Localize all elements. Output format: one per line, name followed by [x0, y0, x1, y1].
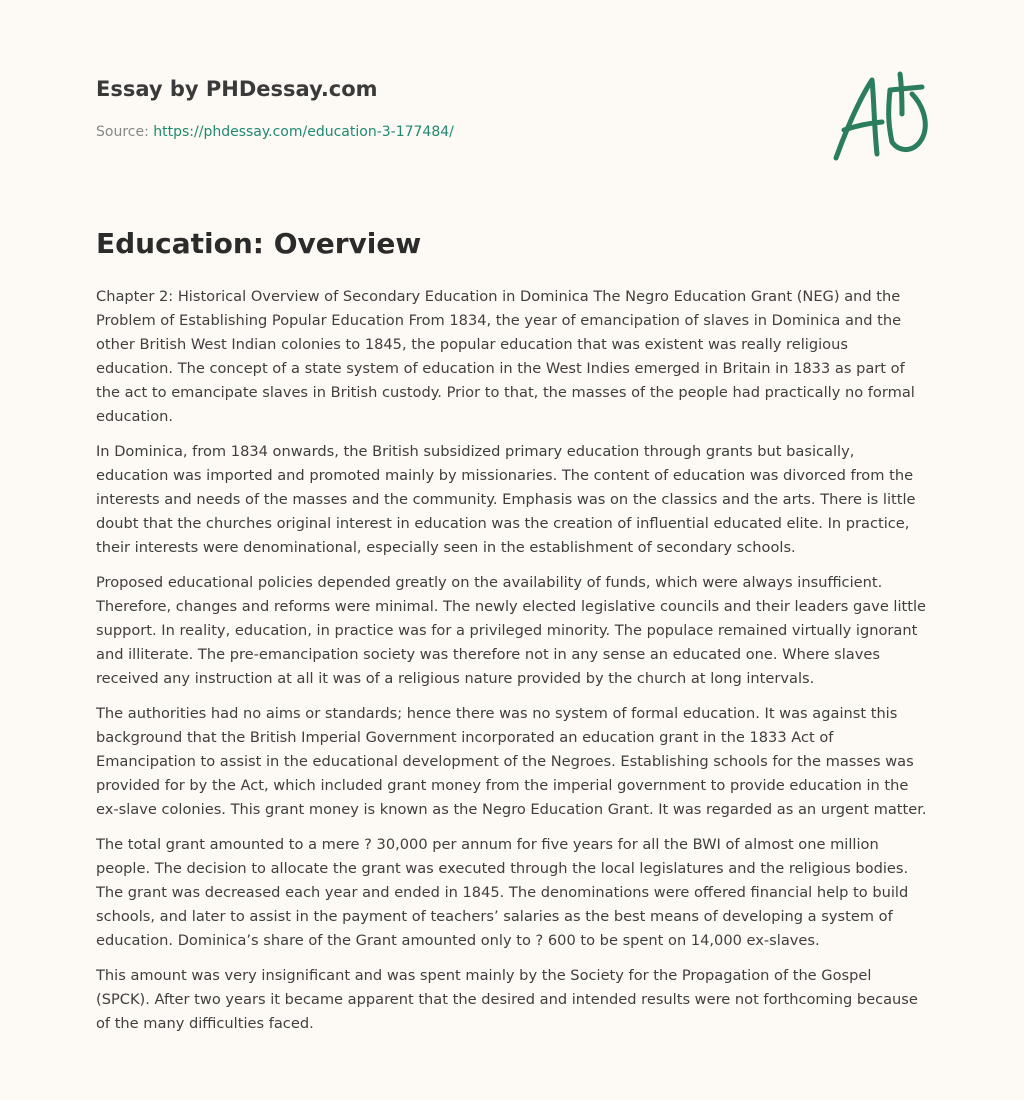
essay-paragraph: Chapter 2: Historical Overview of Secondary Education in Dominica The Negro Education Grant (NEG) and the Problem of Establishing Popular Education From 1834, the year of emancipation of slaves in Dominica and the other British West Indian colonies to 1845, the popular education that was existent was really religious education. The concept of a state system of education in the West Indies emerged in Britain in 1833 as part of the act to emancipate slaves in British custody. Prior to that, the masses of the people had practically no formal education.: [96, 288, 915, 425]
site-title: Essay by PHDessay.com: [96, 77, 378, 101]
essay-paragraph: The total grant amounted to a mere ? 30,000 per annum for five years for all the BWI of almost one million people. The decision to allocate the grant was executed through the local legislatures and the religious bodies. The grant was decreased each year and ended in 1845. The denominations were offered financial help to build schools, and later to assist in the payment of teachers’ salaries as the best means of developing a system of education. Dominica’s share of the Grant amounted only to ? 600 to be spent on 14,000 ex-slaves.: [96, 836, 909, 949]
essay-paragraph: This amount was very insignificant and was spent mainly by the Society for the Propagation of the Gospel (SPCK). After two years it became apparent that the desired and intended results were not forthcoming because of the many difficulties faced.: [96, 967, 918, 1032]
essay-paragraph: In Dominica, from 1834 onwards, the British subsidized primary education through grants but basically, education was imported and promoted mainly by missionaries. The content of education was divorced from the interests and needs of the masses and the community. Emphasis was on the classics and the arts. There is little doubt that the churches original interest in education was the creation of influential educated elite. In practice, their interests were denominational, especially seen in the establishment of secondary schools.: [96, 443, 916, 556]
essay-title: Education: Overview: [96, 227, 422, 260]
source-label: Source:: [96, 124, 154, 140]
essay-paragraph: Proposed educational policies depended greatly on the availability of funds, which were always insufficient. Therefore, changes and reforms were minimal. The newly elected legislative councils and their leaders gave little support. In reality, education, in practice was for a privileged minority. The populace remained virtually ignorant and illiterate. The pre-emancipation society was therefore not in any sense an educated one. Where slaves received any instruction at all it was of a religious nature provided by the church at long intervals.: [96, 574, 927, 687]
source-line: [96, 124, 454, 140]
source-link[interactable]: https://phdessay.com/education-3-177484/: [153, 124, 454, 140]
essay-body: [96, 285, 928, 1047]
logo-strokes: [836, 74, 925, 158]
header: [96, 0, 928, 190]
a-plus-logo-icon: [830, 68, 930, 164]
essay-paragraph: The authorities had no aims or standards; hence there was no system of formal education. It was against this background that the British Imperial Government incorporated an education grant in the 1833 Act of Emancipation to assist in the educational development of the Negroes. Establishing schools for the masses was provided for by the Act, which included grant money from the imperial government to provide education in the ex-slave colonies. This grant money is known as the Negro Education Grant. It was regarded as an urgent matter.: [96, 705, 927, 818]
